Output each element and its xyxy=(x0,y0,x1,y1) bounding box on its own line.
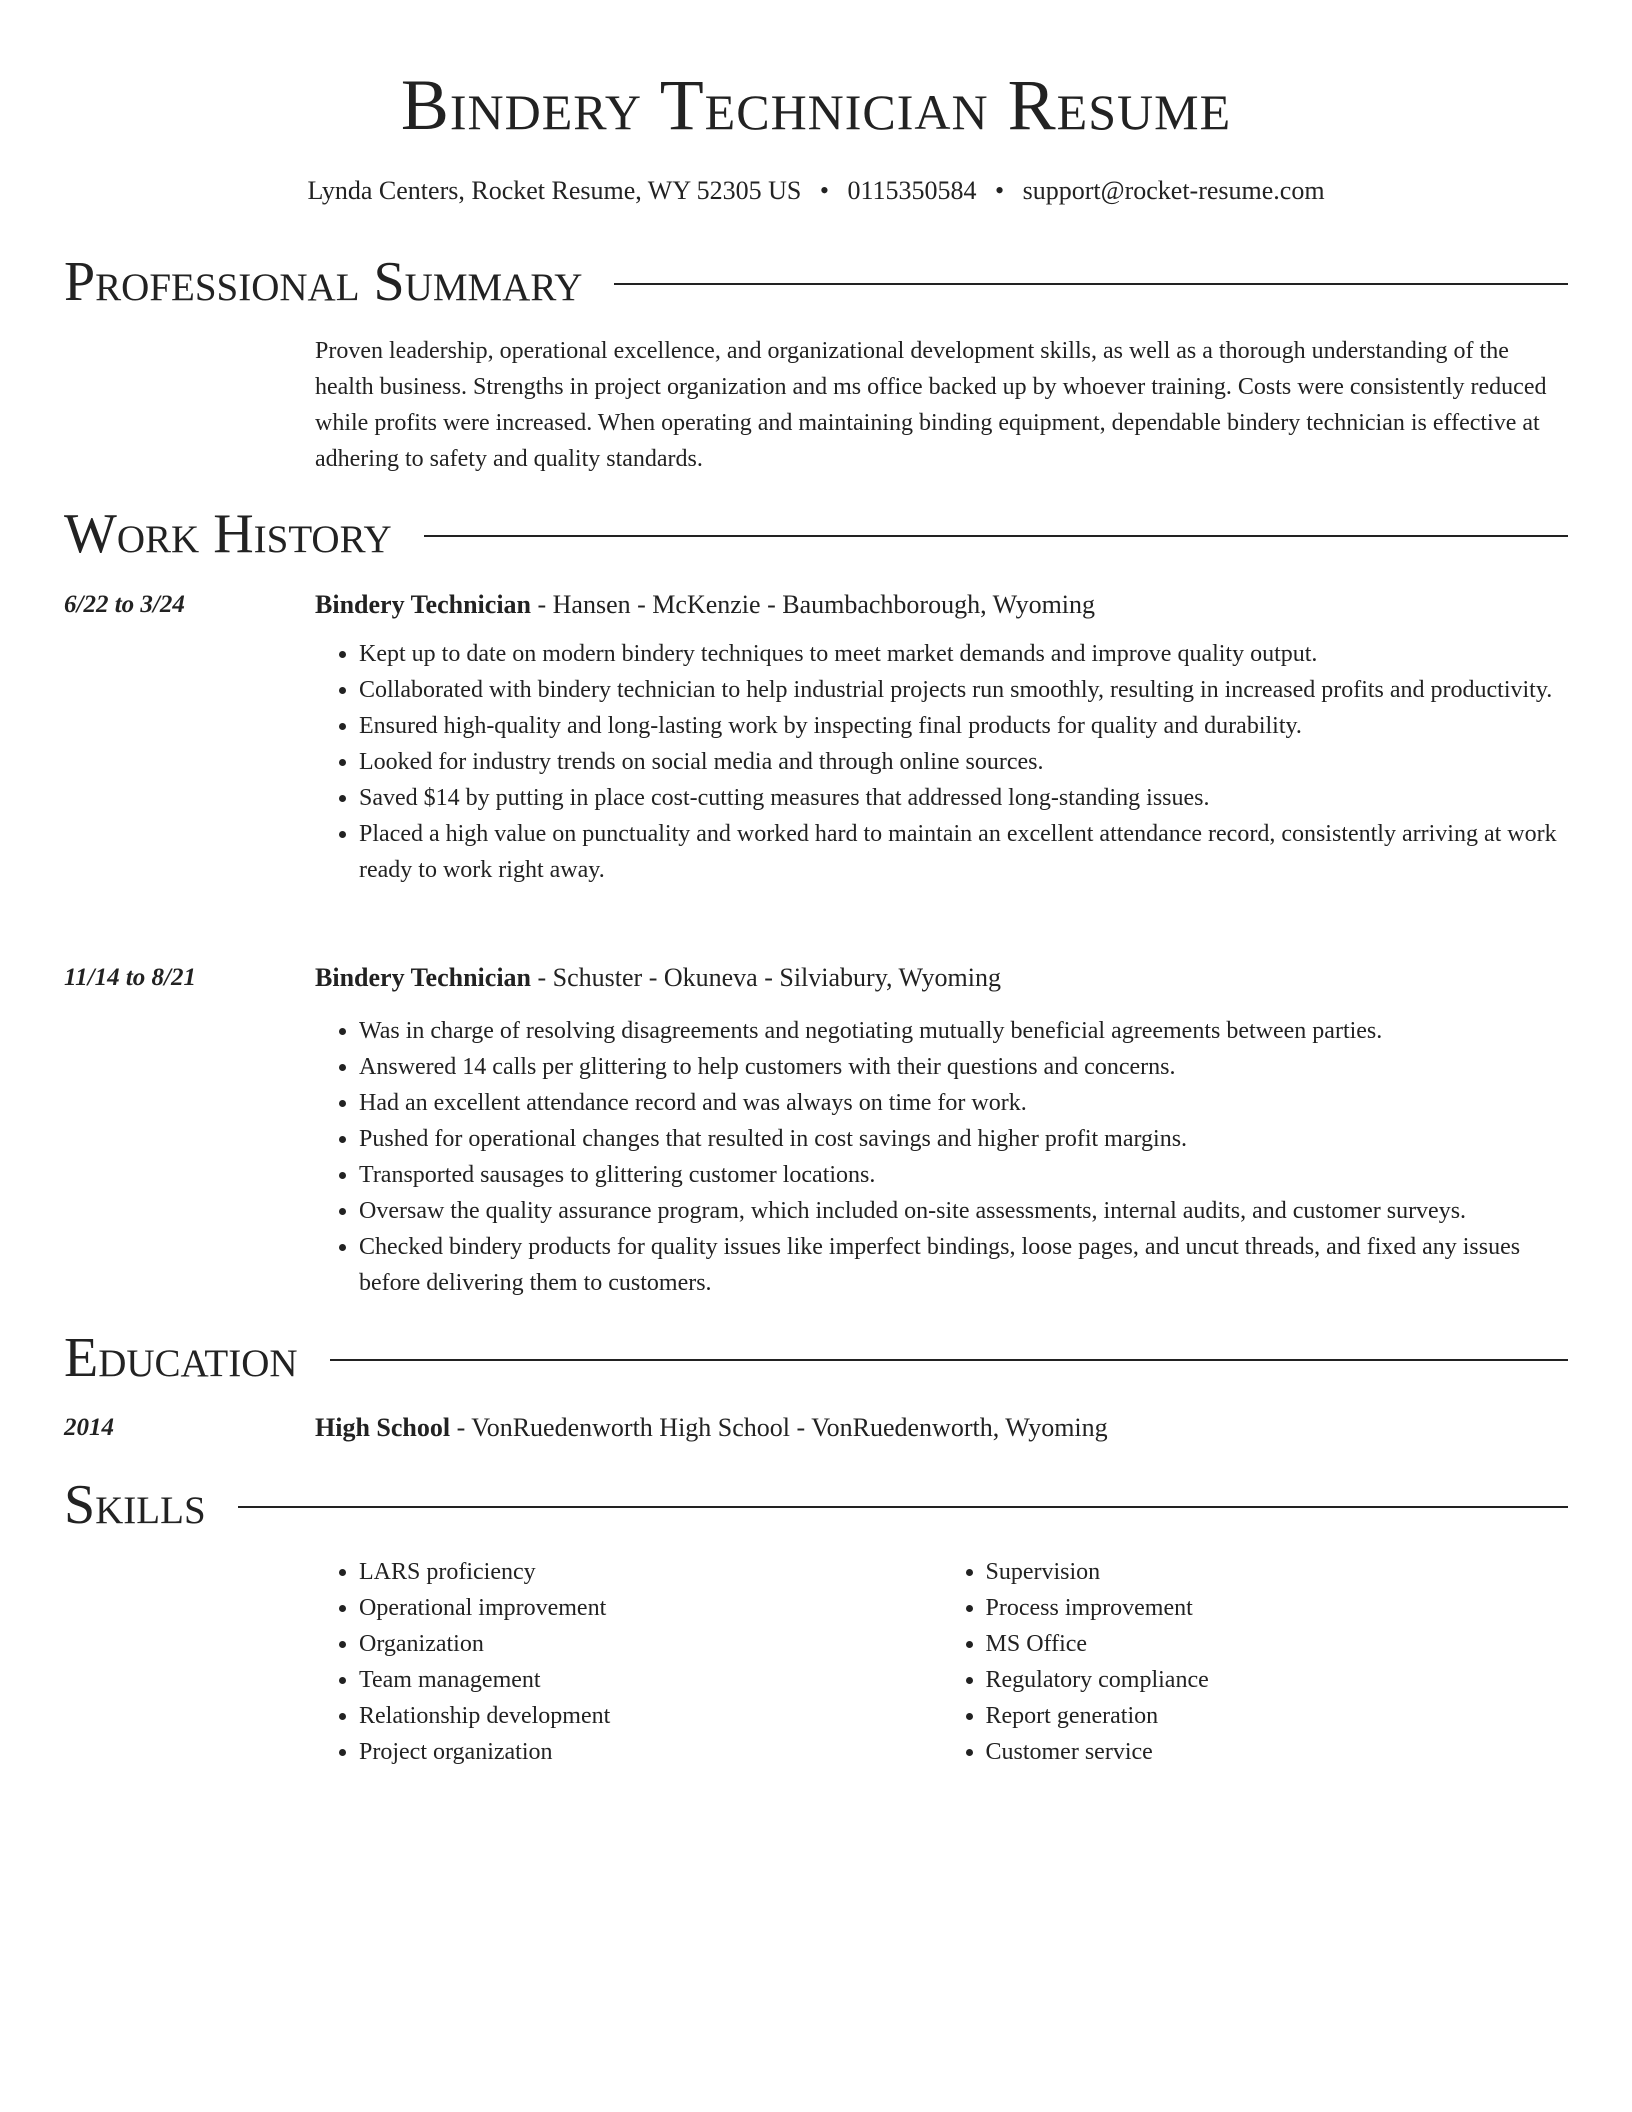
resume-page xyxy=(64,0,1568,1765)
section-divider xyxy=(330,1359,1568,1361)
job-bullets xyxy=(315,1013,1568,1301)
job-entry xyxy=(315,961,1568,1301)
skill-item: • Customer service xyxy=(986,1734,1569,1770)
education-entry xyxy=(315,1411,1568,1445)
list-item: • Oversaw the quality assurance program, which included on-site assessments, internal audits, and customer surveys. xyxy=(359,1193,1568,1229)
skill-item: • Report generation xyxy=(986,1698,1569,1734)
education-heading: Education xyxy=(64,1327,298,1389)
skill-item: • Supervision xyxy=(986,1554,1569,1590)
summary-heading: Professional Summary xyxy=(64,251,583,313)
contact-phone: 0115350584 xyxy=(847,176,977,205)
resume-title: Bindery Technician Resume xyxy=(400,65,1232,145)
list-item: • Transported sausages to glittering customer locations. xyxy=(359,1157,1568,1193)
summary-section-header xyxy=(64,250,1568,314)
summary-text: Proven leadership, operational excellence, and organizational development skills, as well as a thorough understanding of the health business. Strengths in project organization and ms office backed up by whoever training. Costs were consistently reduced while profits were increased. When operating and maintaining binding equipment, dependable bindery technician is effective at adhering to safety and quality standards. xyxy=(315,338,1547,472)
job-title-line xyxy=(315,961,1568,995)
section-divider xyxy=(238,1506,1568,1508)
skill-item: • Project organization xyxy=(359,1734,942,1770)
list-item: • Placed a high value on punctuality and worked hard to maintain an excellent attendance record, consistently arriving at work ready to work right away. xyxy=(359,816,1568,888)
skills-section-header xyxy=(64,1473,1568,1537)
list-item: • Checked bindery products for quality issues like imperfect bindings, loose pages, and uncut threads, and fixed any issues before delivering them to customers. xyxy=(359,1229,1568,1301)
skill-item: • Operational improvement xyxy=(359,1590,942,1626)
section-divider xyxy=(614,283,1568,285)
list-item: • Kept up to date on modern bindery techniques to meet market demands and improve quality output. xyxy=(359,636,1568,672)
education-details: - VonRuedenworth High School - VonRuedenworth, Wyoming xyxy=(450,1413,1108,1442)
skill-item: • Team management xyxy=(359,1662,942,1698)
skills-list xyxy=(315,1554,1568,1770)
job-dates: 6/22 to 3/24 xyxy=(64,591,185,618)
job-title: Bindery Technician xyxy=(315,963,531,992)
education-section-header xyxy=(64,1326,1568,1390)
contact-separator: • xyxy=(995,176,1005,205)
education-degree: High School xyxy=(315,1413,451,1442)
skill-item: • Organization xyxy=(359,1626,942,1662)
list-item: • Collaborated with bindery technician to help industrial projects run smoothly, resulting in increased profits and productivity. xyxy=(359,672,1568,708)
list-item: • Answered 14 calls per glittering to help customers with their questions and concerns. xyxy=(359,1049,1568,1085)
skills-heading: Skills xyxy=(64,1474,206,1536)
list-item: • Ensured high-quality and long-lasting work by inspecting final products for quality and durability. xyxy=(359,708,1568,744)
list-item: • Was in charge of resolving disagreements and negotiating mutually beneficial agreements between parties. xyxy=(359,1013,1568,1049)
job-entry xyxy=(315,588,1568,888)
job-details: - Schuster - Okuneva - Silviabury, Wyoming xyxy=(531,963,1001,992)
education-year: 2014 xyxy=(64,1414,114,1441)
contact-separator: • xyxy=(819,176,829,205)
job-title-line xyxy=(315,588,1568,622)
job-dates: 11/14 to 8/21 xyxy=(64,964,196,991)
job-bullets xyxy=(315,636,1568,888)
list-item: • Had an excellent attendance record and was always on time for work. xyxy=(359,1085,1568,1121)
skill-item: • LARS proficiency xyxy=(359,1554,942,1590)
list-item: • Pushed for operational changes that resulted in cost savings and higher profit margins. xyxy=(359,1121,1568,1157)
list-item: • Saved $14 by putting in place cost-cutting measures that addressed long-standing issues. xyxy=(359,780,1568,816)
skills-column-left xyxy=(315,1554,942,1770)
skill-item: • MS Office xyxy=(986,1626,1569,1662)
contact-line xyxy=(64,174,1568,208)
contact-address: Lynda Centers, Rocket Resume, WY 52305 US xyxy=(307,176,802,205)
skills-column-right xyxy=(942,1554,1569,1770)
section-divider xyxy=(424,535,1568,537)
summary-body xyxy=(315,333,1568,477)
skill-item: • Relationship development xyxy=(359,1698,942,1734)
skill-item: • Process improvement xyxy=(986,1590,1569,1626)
work-section-header xyxy=(64,502,1568,566)
job-details: - Hansen - McKenzie - Baumbachborough, Wyoming xyxy=(531,590,1096,619)
job-title: Bindery Technician xyxy=(315,590,531,619)
skill-item: • Regulatory compliance xyxy=(986,1662,1569,1698)
list-item: • Looked for industry trends on social media and through online sources. xyxy=(359,744,1568,780)
contact-email: support@rocket-resume.com xyxy=(1022,176,1325,205)
education-line xyxy=(315,1411,1568,1445)
work-heading: Work History xyxy=(64,503,392,565)
